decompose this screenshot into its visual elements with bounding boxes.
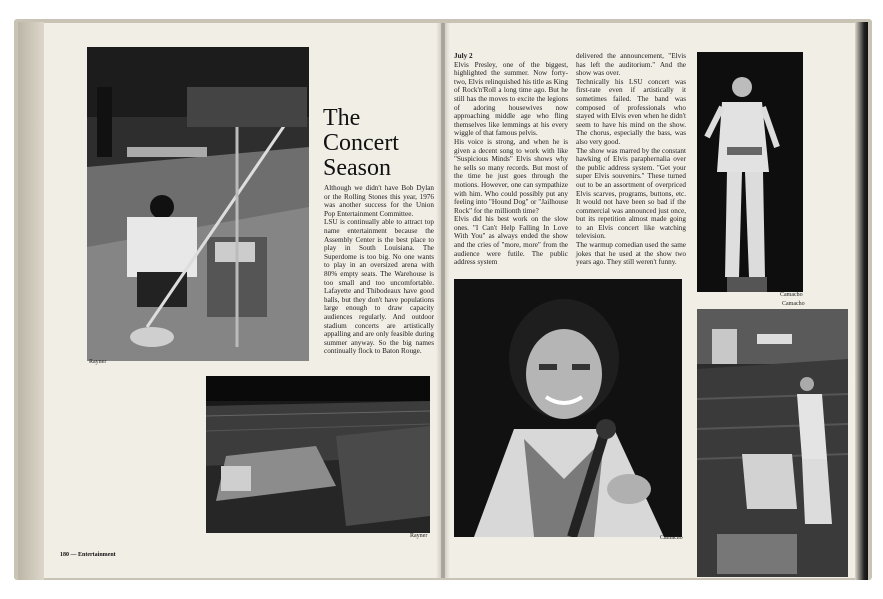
article-headline bbox=[323, 106, 433, 181]
headline-line: Concert bbox=[323, 130, 399, 156]
photo-elvis-stage-full bbox=[697, 52, 803, 292]
photo-credit: Camacho bbox=[782, 301, 805, 307]
right-text-column bbox=[576, 52, 686, 267]
photo-elvis-closeup bbox=[454, 279, 682, 537]
photo-floor-mopping bbox=[87, 47, 309, 361]
right-column-text: delivered the announcement, "Elvis has left the auditorium." And the show was over. Technically his LSU concert was first-rate even if artistically it sometimes failed. The band was composed of professionals who stayed with Elvis even when he didn't seem to have his mind on the show. The chorus, especially the bass, was also very good. The show was marred by the constant hawking of Elvis paraphernalia over the public address system. "Get your super Elvis souvenirs." These turned out to be an assortment of overpriced Elvis scarves, programs, buttons, etc. It would not have been so bad if the commercial was announced just once, but its repetition almost made going to an Elvis concert like watching television. The warmup comedian used the same jokes that he used at the show two years ago. They still weren't funny. bbox=[576, 52, 686, 267]
page-footer: 180 — Entertainment bbox=[60, 552, 116, 558]
middle-text-column bbox=[454, 52, 568, 267]
middle-column-text: Elvis Presley, one of the biggest, highlighted the summer. Now forty-two, Elvis relinquished his title as King of Rock'n'Roll a long time ago. But he still has the moves to excite the legions of adoring housewives now approaching middle age who fling themselves like lemmings at his every wiggle of that famous pelvis. His voice is strong, and when he is given a decent song to work with like "Suspicious Minds" Elvis shows why he sells so many records. But most of the time he just goes through the motions. However, one can sympathize with him. Who could possibly put any feeling into "Hound Dog" or "Jailhouse Rock" for the millionth time? Elvis did his best work on the slow ones. "I Can't Help Falling In Love With You" as always ended the show and the cries of "more, more" from the audience were futile. The public address system bbox=[454, 60, 568, 267]
left-column-text: Although we didn't have Bob Dylan or the Rolling Stones this year, 1976 was another success for the Union Pop Entertainment Committee. LSU is continually able to attract top name entertainment because the Assembly Center is the best place to play in South Louisiana. The Superdome is too big. No one wants to play in an oversized arena with 80% empty seats. The Warehouse is too small and too uncomfortable. Lafayette and Thibodeaux have good halls, but they don't have populations large enough to draw capacity audiences regularly. And outdoor stadium concerts are artistically appalling and are only feasible during summer anyway. So the big names continually flock to Baton Rouge. bbox=[324, 184, 434, 356]
page-edges-left bbox=[18, 22, 44, 580]
headline-line: Season bbox=[323, 155, 391, 181]
photo-credit: Rayner bbox=[410, 533, 428, 539]
photo-arena-interior bbox=[206, 376, 430, 533]
book-spine bbox=[436, 23, 450, 578]
headline-line: The bbox=[323, 105, 361, 131]
photo-elvis-crowd bbox=[697, 309, 848, 577]
photo-credit: Camacho bbox=[780, 292, 803, 298]
page-edges-right bbox=[855, 22, 868, 580]
left-text-column bbox=[324, 184, 434, 356]
dateline: July 2 bbox=[454, 52, 473, 60]
photo-credit: Camacho bbox=[660, 535, 683, 541]
photo-credit: Rayner bbox=[89, 359, 107, 365]
